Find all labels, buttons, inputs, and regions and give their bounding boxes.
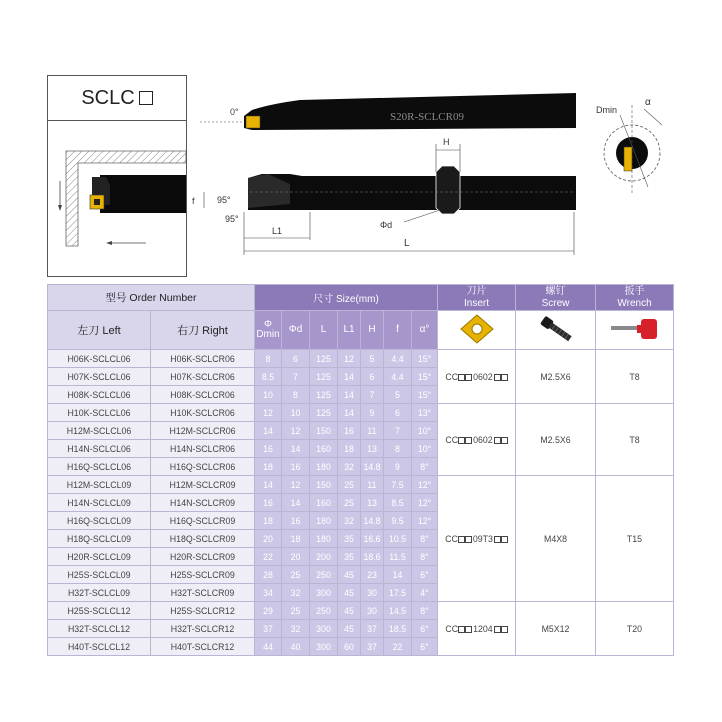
dimension-value: 32	[338, 458, 361, 476]
left-order-code: H14N-SCLCL06	[48, 440, 151, 458]
dimension-value: 10.5	[384, 530, 412, 548]
dimension-value: 12	[338, 350, 361, 368]
placeholder-square-icon	[501, 374, 508, 381]
right-order-code: H25S-SCLCR09	[151, 566, 255, 584]
placeholder-square-icon	[458, 536, 465, 543]
left-order-code: H25S-SCLCL12	[48, 602, 151, 620]
dimension-value: 37	[361, 638, 384, 656]
specification-table	[47, 284, 674, 656]
dimension-value: 45	[338, 602, 361, 620]
alpha-label: α	[645, 97, 651, 108]
dimension-value: 28	[255, 566, 282, 584]
placeholder-square-icon	[494, 536, 501, 543]
end-view-drawing	[590, 85, 690, 195]
dimension-value: 160	[310, 494, 338, 512]
dimension-value: 32	[338, 512, 361, 530]
dimension-value: 14.8	[361, 458, 384, 476]
insert-icon	[457, 313, 497, 345]
zero-angle-label: 0°	[230, 107, 239, 117]
wrench-icon	[607, 313, 663, 345]
dim-header-d: Φd	[282, 311, 310, 350]
dimension-value: 16	[338, 422, 361, 440]
l-label: L	[404, 238, 410, 249]
left-order-code: H32T-SCLCL09	[48, 584, 151, 602]
dim-header-dmin: Φ Dmin	[255, 311, 282, 350]
dimension-value: 8	[282, 386, 310, 404]
top-view-insert	[246, 116, 260, 128]
insert-code: CC 0602	[438, 350, 516, 404]
left-order-code: H16Q-SCLCL06	[48, 458, 151, 476]
dimension-value: 160	[310, 440, 338, 458]
dimension-value: 18.5	[384, 620, 412, 638]
dimension-value: 18	[255, 512, 282, 530]
right-order-code: H18Q-SCLCR09	[151, 530, 255, 548]
left-order-code: H14N-SCLCL09	[48, 494, 151, 512]
angle-95-left: 95°	[217, 195, 231, 205]
dimension-value: 6	[282, 350, 310, 368]
right-order-code: H32T-SCLCR09	[151, 584, 255, 602]
right-order-code: H40T-SCLCR12	[151, 638, 255, 656]
boring-bar-drawing	[190, 80, 585, 270]
technical-drawing-area	[0, 0, 722, 285]
wrench-size: T15	[596, 476, 674, 602]
dimension-value: 16	[255, 494, 282, 512]
dimension-value: 15°	[412, 350, 438, 368]
dimension-value: 12	[255, 404, 282, 422]
bar-silhouette	[100, 175, 186, 213]
dimension-value: 150	[310, 476, 338, 494]
right-order-code: H32T-SCLCR12	[151, 620, 255, 638]
placeholder-square-icon	[465, 374, 472, 381]
insert-image-cell	[438, 311, 516, 350]
insert-code: CC 09T3	[438, 476, 516, 602]
dimension-value: 14	[338, 404, 361, 422]
placeholder-square-icon	[494, 437, 501, 444]
dimension-value: 10°	[412, 440, 438, 458]
left-order-code: H12M-SCLCL09	[48, 476, 151, 494]
dimension-value: 11.5	[384, 548, 412, 566]
dimension-value: 17.5	[384, 584, 412, 602]
placeholder-square-icon	[501, 536, 508, 543]
dimension-value: 16.6	[361, 530, 384, 548]
dimension-value: 8°	[412, 548, 438, 566]
left-header: 左刀 Left	[48, 311, 151, 350]
dimension-value: 14	[255, 476, 282, 494]
right-order-code: H25S-SCLCR12	[151, 602, 255, 620]
dimension-value: 14	[384, 566, 412, 584]
dimension-value: 300	[310, 620, 338, 638]
right-order-code: H10K-SCLCR06	[151, 404, 255, 422]
dimension-value: 37	[361, 620, 384, 638]
dimension-value: 60	[338, 638, 361, 656]
dimension-value: 8.5	[384, 494, 412, 512]
table-row	[48, 602, 674, 620]
dimension-value: 14.8	[361, 512, 384, 530]
insert-code: CC 1204	[438, 602, 516, 656]
left-order-code: H18Q-SCLCL09	[48, 530, 151, 548]
f-label: f	[192, 196, 195, 206]
wrench-image-cell	[596, 311, 674, 350]
dimension-value: 45	[338, 584, 361, 602]
dimension-value: 22	[255, 548, 282, 566]
dimension-value: 25	[338, 494, 361, 512]
table-row	[48, 476, 674, 494]
wrench-size: T20	[596, 602, 674, 656]
dimension-value: 7	[384, 422, 412, 440]
boring-diagram-svg	[48, 121, 186, 276]
dimension-value: 30	[361, 602, 384, 620]
right-order-code: H07K-SCLCR06	[151, 368, 255, 386]
dimension-value: 45	[338, 620, 361, 638]
dimension-value: 180	[310, 458, 338, 476]
dimension-value: 35	[338, 530, 361, 548]
dimension-value: 13	[361, 494, 384, 512]
dimension-value: 25	[282, 602, 310, 620]
right-order-code: H12M-SCLCR06	[151, 422, 255, 440]
dimension-value: 8°	[412, 602, 438, 620]
dimension-value: 18.6	[361, 548, 384, 566]
dimension-value: 7.5	[384, 476, 412, 494]
dimension-value: 7	[282, 368, 310, 386]
dimension-value: 125	[310, 404, 338, 422]
right-order-code: H06K-SCLCR06	[151, 350, 255, 368]
dimension-value: 12	[282, 476, 310, 494]
phid-label: Φd	[380, 220, 393, 230]
dimension-value: 12°	[412, 476, 438, 494]
dimension-value: 200	[310, 548, 338, 566]
right-order-code: H16Q-SCLCR09	[151, 512, 255, 530]
dimension-value: 10°	[412, 422, 438, 440]
left-order-code: H07K-SCLCL06	[48, 368, 151, 386]
screw-header: 螺钉 Screw	[516, 285, 596, 311]
left-order-code: H32T-SCLCL12	[48, 620, 151, 638]
feed-arrowhead-left	[106, 241, 112, 245]
screw-size: M2.5X6	[516, 350, 596, 404]
dimension-value: 14.5	[384, 602, 412, 620]
dimension-value: 12°	[412, 512, 438, 530]
size-header: 尺寸 Size(mm)	[255, 285, 438, 311]
dimension-value: 13	[361, 440, 384, 458]
dimension-value: 22	[384, 638, 412, 656]
order-number-header: 型号 Order Number	[48, 285, 255, 311]
table-row	[48, 404, 674, 422]
insert-hole	[94, 199, 100, 205]
dimension-value: 44	[255, 638, 282, 656]
placeholder-square-icon	[501, 437, 508, 444]
dimension-value: 250	[310, 566, 338, 584]
dimension-value: 14	[282, 440, 310, 458]
dimension-value: 35	[338, 548, 361, 566]
right-order-code: H16Q-SCLCR06	[151, 458, 255, 476]
dimension-value: 11	[361, 476, 384, 494]
dimension-value: 5	[384, 386, 412, 404]
dimension-value: 14	[255, 422, 282, 440]
dim-header-f: f	[384, 311, 412, 350]
wrench-size: T8	[596, 350, 674, 404]
placeholder-square-icon	[458, 374, 465, 381]
left-order-code: H08K-SCLCL06	[48, 386, 151, 404]
dimension-value: 5	[361, 350, 384, 368]
right-header: 右刀 Right	[151, 311, 255, 350]
placeholder-square-icon	[458, 437, 465, 444]
dimension-value: 12	[282, 422, 310, 440]
right-order-code: H14N-SCLCR09	[151, 494, 255, 512]
left-order-code: H12M-SCLCL06	[48, 422, 151, 440]
dimension-value: 10	[282, 404, 310, 422]
dimension-value: 8°	[412, 458, 438, 476]
shank-marking: S20R-SCLCR09	[390, 111, 464, 123]
dimension-value: 8°	[412, 530, 438, 548]
left-order-code: H16Q-SCLCL09	[48, 512, 151, 530]
wrench-header: 扳手 Wrench	[596, 285, 674, 311]
model-title-box	[47, 75, 187, 121]
screw-size: M5X12	[516, 602, 596, 656]
screw-image-cell	[516, 311, 596, 350]
dimension-value: 150	[310, 422, 338, 440]
dimension-value: 16	[282, 458, 310, 476]
dimension-value: 16	[282, 512, 310, 530]
dimension-value: 18	[282, 530, 310, 548]
dimension-value: 20	[255, 530, 282, 548]
dimension-value: 40	[282, 638, 310, 656]
placeholder-square-icon	[465, 626, 472, 633]
model-title: SCLC	[81, 86, 135, 109]
dimension-value: 300	[310, 584, 338, 602]
dimension-value: 250	[310, 602, 338, 620]
right-order-code: H20R-SCLCR09	[151, 548, 255, 566]
placeholder-square-icon	[494, 626, 501, 633]
right-order-code: H12M-SCLCR09	[151, 476, 255, 494]
dim-header-l: L	[310, 311, 338, 350]
dimension-value: 10	[255, 386, 282, 404]
dimension-value: 16	[255, 440, 282, 458]
dimension-value: 14	[338, 368, 361, 386]
dim-header-h: H	[361, 311, 384, 350]
dimension-value: 34	[255, 584, 282, 602]
flat-section	[436, 166, 460, 214]
feed-arrowhead-down	[58, 205, 62, 211]
left-order-code: H06K-SCLCL06	[48, 350, 151, 368]
left-order-code: H25S-SCLCL09	[48, 566, 151, 584]
screw-size: M4X8	[516, 476, 596, 602]
h-label: H	[443, 137, 450, 147]
dimension-value: 8	[255, 350, 282, 368]
placeholder-square-icon	[501, 626, 508, 633]
dimension-value: 180	[310, 512, 338, 530]
dimension-value: 6°	[412, 638, 438, 656]
dimension-value: 6	[361, 368, 384, 386]
dimension-value: 9.5	[384, 512, 412, 530]
boring-operation-diagram	[47, 120, 187, 277]
dimension-value: 300	[310, 638, 338, 656]
screw-icon	[532, 313, 580, 345]
dimension-value: 14	[338, 386, 361, 404]
dimension-value: 25	[282, 566, 310, 584]
dimension-value: 125	[310, 386, 338, 404]
insert-code: CC 0602	[438, 404, 516, 476]
placeholder-square-icon	[458, 626, 465, 633]
dimension-value: 20	[282, 548, 310, 566]
placeholder-square-icon	[465, 437, 472, 444]
dimension-value: 6°	[412, 566, 438, 584]
dim-header-l1: L1	[338, 311, 361, 350]
dimension-value: 8.5	[255, 368, 282, 386]
dimension-value: 30	[361, 584, 384, 602]
dimension-value: 4.4	[384, 350, 412, 368]
dimension-value: 25	[338, 476, 361, 494]
right-order-code: H08K-SCLCR06	[151, 386, 255, 404]
placeholder-square-icon	[139, 91, 153, 105]
placeholder-square-icon	[465, 536, 472, 543]
dimension-value: 180	[310, 530, 338, 548]
table-row	[48, 350, 674, 368]
dimension-value: 45	[338, 566, 361, 584]
placeholder-square-icon	[494, 374, 501, 381]
dimension-value: 29	[255, 602, 282, 620]
dimension-value: 11	[361, 422, 384, 440]
dmin-label: Dmin	[596, 105, 618, 115]
dimension-value: 4°	[412, 584, 438, 602]
dimension-value: 15°	[412, 368, 438, 386]
dimension-value: 4.4	[384, 368, 412, 386]
dimension-value: 12°	[412, 494, 438, 512]
dimension-value: 18	[338, 440, 361, 458]
wrench-size: T8	[596, 404, 674, 476]
dimension-value: 9	[384, 458, 412, 476]
dimension-value: 32	[282, 620, 310, 638]
dimension-value: 15°	[412, 386, 438, 404]
dimension-value: 7	[361, 386, 384, 404]
insert-header: 刀片 Insert	[438, 285, 516, 311]
dim-header-alpha: α°	[412, 311, 438, 350]
angle-95-bottom: 95°	[225, 214, 239, 224]
dimension-value: 6°	[412, 620, 438, 638]
dimension-value: 18	[255, 458, 282, 476]
dimension-value: 32	[282, 584, 310, 602]
left-order-code: H20R-SCLCL09	[48, 548, 151, 566]
left-order-code: H40T-SCLCL12	[48, 638, 151, 656]
l1-label: L1	[272, 226, 283, 236]
dimension-value: 9	[361, 404, 384, 422]
dimension-value: 6	[384, 404, 412, 422]
dimension-value: 37	[255, 620, 282, 638]
left-order-code: H10K-SCLCL06	[48, 404, 151, 422]
right-order-code: H14N-SCLCR06	[151, 440, 255, 458]
dimension-value: 125	[310, 368, 338, 386]
dimension-value: 13°	[412, 404, 438, 422]
dimension-value: 125	[310, 350, 338, 368]
dimension-value: 14	[282, 494, 310, 512]
screw-size: M2.5X6	[516, 404, 596, 476]
dimension-value: 8	[384, 440, 412, 458]
dimension-value: 23	[361, 566, 384, 584]
